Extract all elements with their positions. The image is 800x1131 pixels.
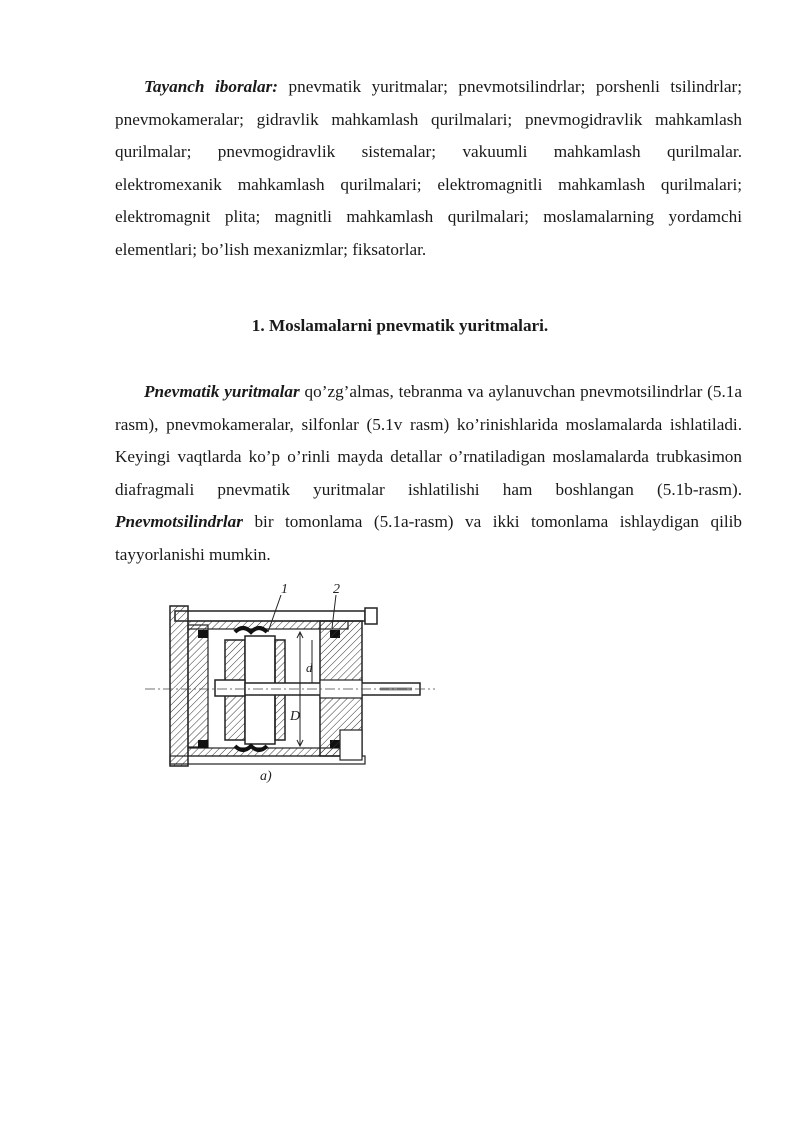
cylinder-drawing <box>140 580 440 786</box>
left-cap-inner <box>188 625 208 747</box>
term-pnevmotsilindrlar: Pnevmotsilindrlar <box>115 512 243 532</box>
label-1: 1 <box>281 582 288 597</box>
figure-caption: a) <box>260 769 272 784</box>
tie-rod-bottom <box>170 756 365 764</box>
left-end-cap <box>170 606 188 766</box>
section-heading: 1. Moslamalarni pnevmatik yuritmalari. <box>251 316 549 335</box>
body-text-1: qo’zg’almas, tebranma va aylanuvchan pnevmotsilindrlar (5.1a rasm), pnevmokameralar, silfonlar (5.1v rasm) ko’rinishlarida moslamalarda ishlatiladi. Keyingi vaqtlarda ko’p o’rinli mayda detallar o’rnatiladigan moslamalarda trubkasimon diafragmali pnevmatik yuritmalar ishlatilishi ham boshlangan (5.1b-rasm). <box>115 382 742 499</box>
term-pnevmatik-yuritmalar: Pnevmatik yuritmalar <box>144 382 300 401</box>
keywords-label: Tayanch iboralar: <box>144 77 279 96</box>
port <box>340 730 362 760</box>
tie-rod-top <box>175 611 365 621</box>
nut-top <box>365 608 377 624</box>
body-text-2: bir tomonlama (5.1a-rasm) va ikki tomonlama ishlaydigan qilib tayyorlanishi mumkin. <box>115 512 742 564</box>
label-2: 2 <box>333 582 340 597</box>
keywords-text: pnevmatik yuritmalar; pnevmotsilindrlar; porshenli tsilindrlar; pnevmokameralar; gidravlik mahkamlash qurilmalari; pnevmogidravlik mahkamlash qurilmalar; pnevmogidravlik sistemalar; vakuumli mahkamlash qurilmalar. elektromexanik mahkamlash qurilmalari; elektromagnitli mahkamlash qurilmalari; elektromagnit plita; magnitli mahkamlash qurilmalari; moslamalarning yordamchi elementlari; bo’lish mexanizmlar; fiksatorlar. <box>115 77 742 259</box>
label-D: D <box>290 709 301 724</box>
label-d: d <box>306 660 313 675</box>
nut-piston <box>215 680 245 696</box>
pneumatic-cylinder-figure <box>140 580 440 786</box>
left-seal-top <box>198 630 208 638</box>
left-seal-bottom <box>198 740 208 748</box>
keywords-paragraph <box>115 71 742 267</box>
body-paragraph <box>115 376 742 572</box>
